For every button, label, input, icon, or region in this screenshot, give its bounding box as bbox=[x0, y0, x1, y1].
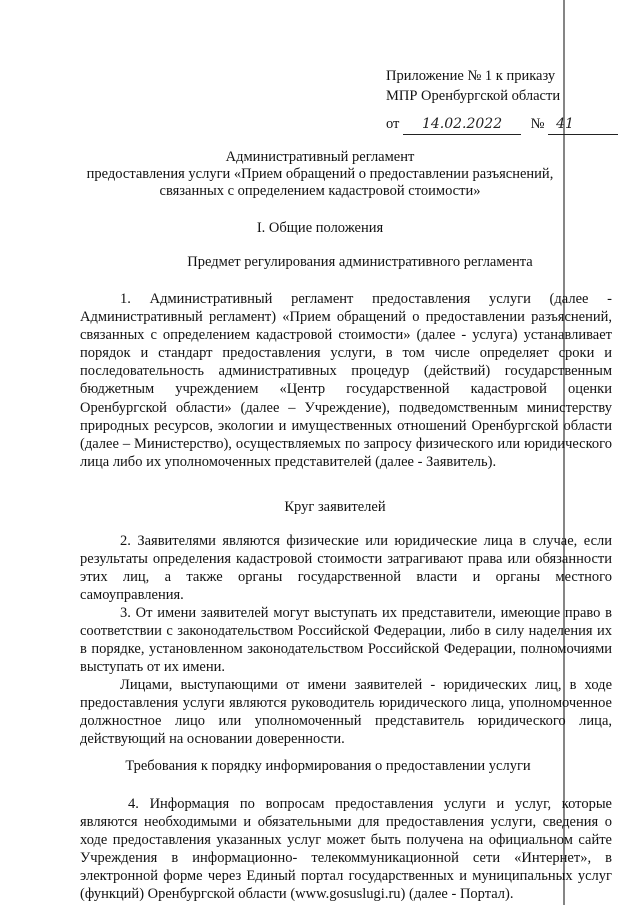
appendix-date-line bbox=[386, 114, 618, 135]
title-line-3: связанных с определением кадастровой стоимости» bbox=[159, 183, 481, 199]
paragraph-4: 4. Информация по вопросам предоставления услуги и услуг, которые являются необходимыми и обязательными для предоставления услуги, сведения о ходе предоставления указанных услуг может быть получена на официальном сайте Учреждения в информационно- телекоммуникационной сети «Интернет», в электронной форме через Единый портал государственных и муниципальных услуг (функций) Оренбургской области (www.gosuslugi.ru) (далее - Портал). bbox=[80, 796, 612, 903]
paragraph-2: 2. Заявителями являются физические или юридические лица в случае, если результаты определения кадастровой стоимости затрагивают права или обязанности этих лиц, а также органы государственной власти и органы местного самоуправления. bbox=[80, 533, 612, 604]
number-label: № bbox=[530, 116, 545, 132]
paragraph-3-continued: Лицами, выступающими от имени заявителей - юридических лиц, в ходе предоставления услуги являются руководитель юридического лица, уполномоченное должностное лицо или уполномоченный представитель юридического лица, действующий на основании доверенности. bbox=[80, 677, 612, 748]
appendix-line-1: Приложение № 1 к приказу bbox=[386, 68, 556, 84]
appendix-block bbox=[386, 66, 618, 135]
from-label: от bbox=[386, 116, 400, 132]
title-line-1: Административный регламент bbox=[225, 149, 415, 165]
subheading-regulation-subject: Предмет регулирования административного регламента bbox=[187, 254, 533, 270]
handwritten-date: 14.02.2022 bbox=[403, 114, 521, 135]
appendix-line-2: МПР Оренбургской области bbox=[386, 88, 561, 104]
paragraph-1: 1. Административный регламент предоставления услуги (далее - Административный регламент) «Прием обращений о предоставлении разъяснений, связанных с определением кадастровой стоимости» (далее - услуга) устанавливает порядок и стандарт предоставления услуги, в том числе определяет сроки и последовательность административных процедур (действий) государственным бюджетным учреждением «Центр государственной кадастровой оценки Оренбургской области» (далее – Учреждение), подведомственным министерству природных ресурсов, экологии и имущественных отношений Оренбургской области (далее – Министерство), осуществляемых по запросу физического или юридического лица либо их уполномоченных представителей (далее - Заявитель). bbox=[80, 291, 612, 470]
subheading-applicants: Круг заявителей bbox=[284, 499, 386, 515]
subheading-information-requirements: Требования к порядку информирования о предоставлении услуги bbox=[125, 758, 531, 774]
title-line-2: предоставления услуги «Прием обращений о предоставлении разъяснений, bbox=[86, 166, 554, 182]
section-heading-general: I. Общие положения bbox=[256, 220, 384, 236]
handwritten-number: 41 bbox=[548, 114, 618, 135]
document-title bbox=[0, 149, 640, 200]
paragraph-3: 3. От имени заявителей могут выступать их представители, имеющие право в соответствии с законодательством Российской Федерации, либо в силу наделения их в порядке, установленном законодательством Российской Федерации, полномочиями выступать от их имени. bbox=[80, 605, 612, 676]
